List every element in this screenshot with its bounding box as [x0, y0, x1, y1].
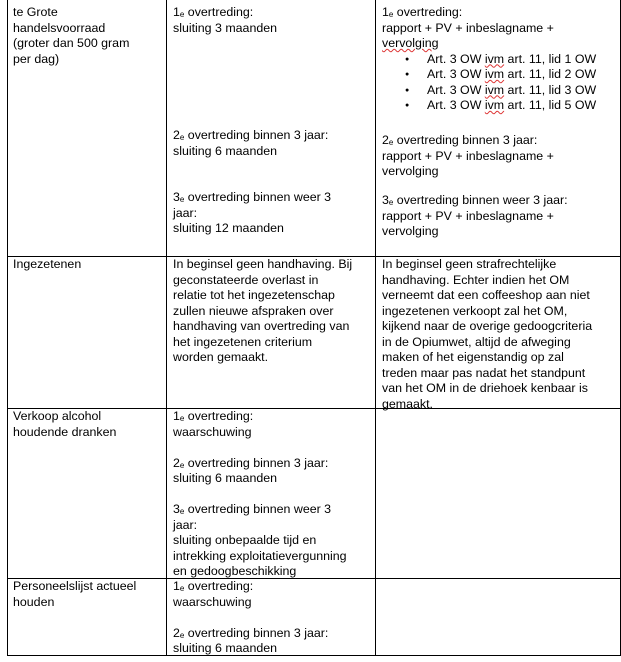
row-1-admin-first: $1_e$ overtreding: sluiting 3 maanden — [173, 5, 278, 35]
row-3-admin: $1_e$ overtreding: waarschuwing $2_e$ overtreding binnen 3 jaar: sluiting 6 maanden $3_e$ overtreding binnen weer 3 jaar: sluiting onbepaalde tijd en intrekking exploitatievergunning en gedoogbeschikking — [173, 409, 347, 578]
row-1-criterion: te Grote handelsvoorraad (groter dan 500 gram per dag) — [13, 5, 130, 66]
row-1-criminal-second: $2_e$ overtreding binnen 3 jaar: rapport + PV + inbeslagname + vervolging — [382, 133, 554, 178]
row-4-admin: $1_e$ overtreding: waarschuwing $2_e$ overtreding binnen 3 jaar: sluiting 6 maanden — [173, 579, 329, 655]
table-border-left — [7, 0, 8, 656]
article-bullet: ● Art. 3 OW ivm art. 11, lid 1 OW — [382, 52, 596, 68]
row-4-criterion: Personeelslijst actueel houden — [13, 579, 137, 609]
row-2-criterion: Ingezetenen — [13, 257, 82, 271]
article-bullet: ● Art. 3 OW ivm art. 11, lid 3 OW — [382, 83, 596, 99]
row-1-admin-second: $2_e$ overtreding binnen 3 jaar: sluiting 6 maanden — [173, 128, 329, 158]
column-divider-1 — [166, 0, 167, 656]
row-3-criterion: Verkoop alcohol houdende dranken — [13, 409, 117, 439]
column-divider-2 — [375, 0, 376, 656]
row-2-criminal: In beginsel geen strafrechtelijke handhaving. Echter indien het OM verneemt dat een coffeeshop aan niet ingezetenen verkoopt zal het OM, kijkend naar de overige gedoogcriteria in de Opiumwet, altijd de afweging maken of het eigenstandig op zal treden maar pas nadat het standpunt van het OM in de driehoek kenbaar is gemaakt. — [382, 257, 593, 411]
row-2-admin: In beginsel geen handhaving. Bij geconstateerde overlast in relatie tot het ingezetenschap zullen nieuwe afspraken over handhaving van overtreding van het ingezetenen criterium worden gemaakt. — [173, 257, 353, 364]
row-1-admin-third: $3_e$ overtreding binnen weer 3 jaar: sluiting 12 maanden — [173, 190, 332, 235]
row-1-criminal-third: $3_e$ overtreding binnen weer 3 jaar: rapport + PV + inbeslagname + vervolging — [382, 193, 568, 238]
row-1-criminal-first: $1_e$ overtreding: rapport + PV + inbeslagname + vervolging ● Art. 3 OW ivm art. 11, lid 1 OW ● Art. 3 OW ivm art. 11, lid 2 OW ● Art. 3 OW ivm art. 11, lid 3 OW ● Art. 3 OW ivm art. 11, lid 5 OW — [382, 5, 596, 114]
article-bullet: ● Art. 3 OW ivm art. 11, lid 2 OW — [382, 67, 596, 83]
article-bullet: ● Art. 3 OW ivm art. 11, lid 5 OW — [382, 98, 596, 114]
